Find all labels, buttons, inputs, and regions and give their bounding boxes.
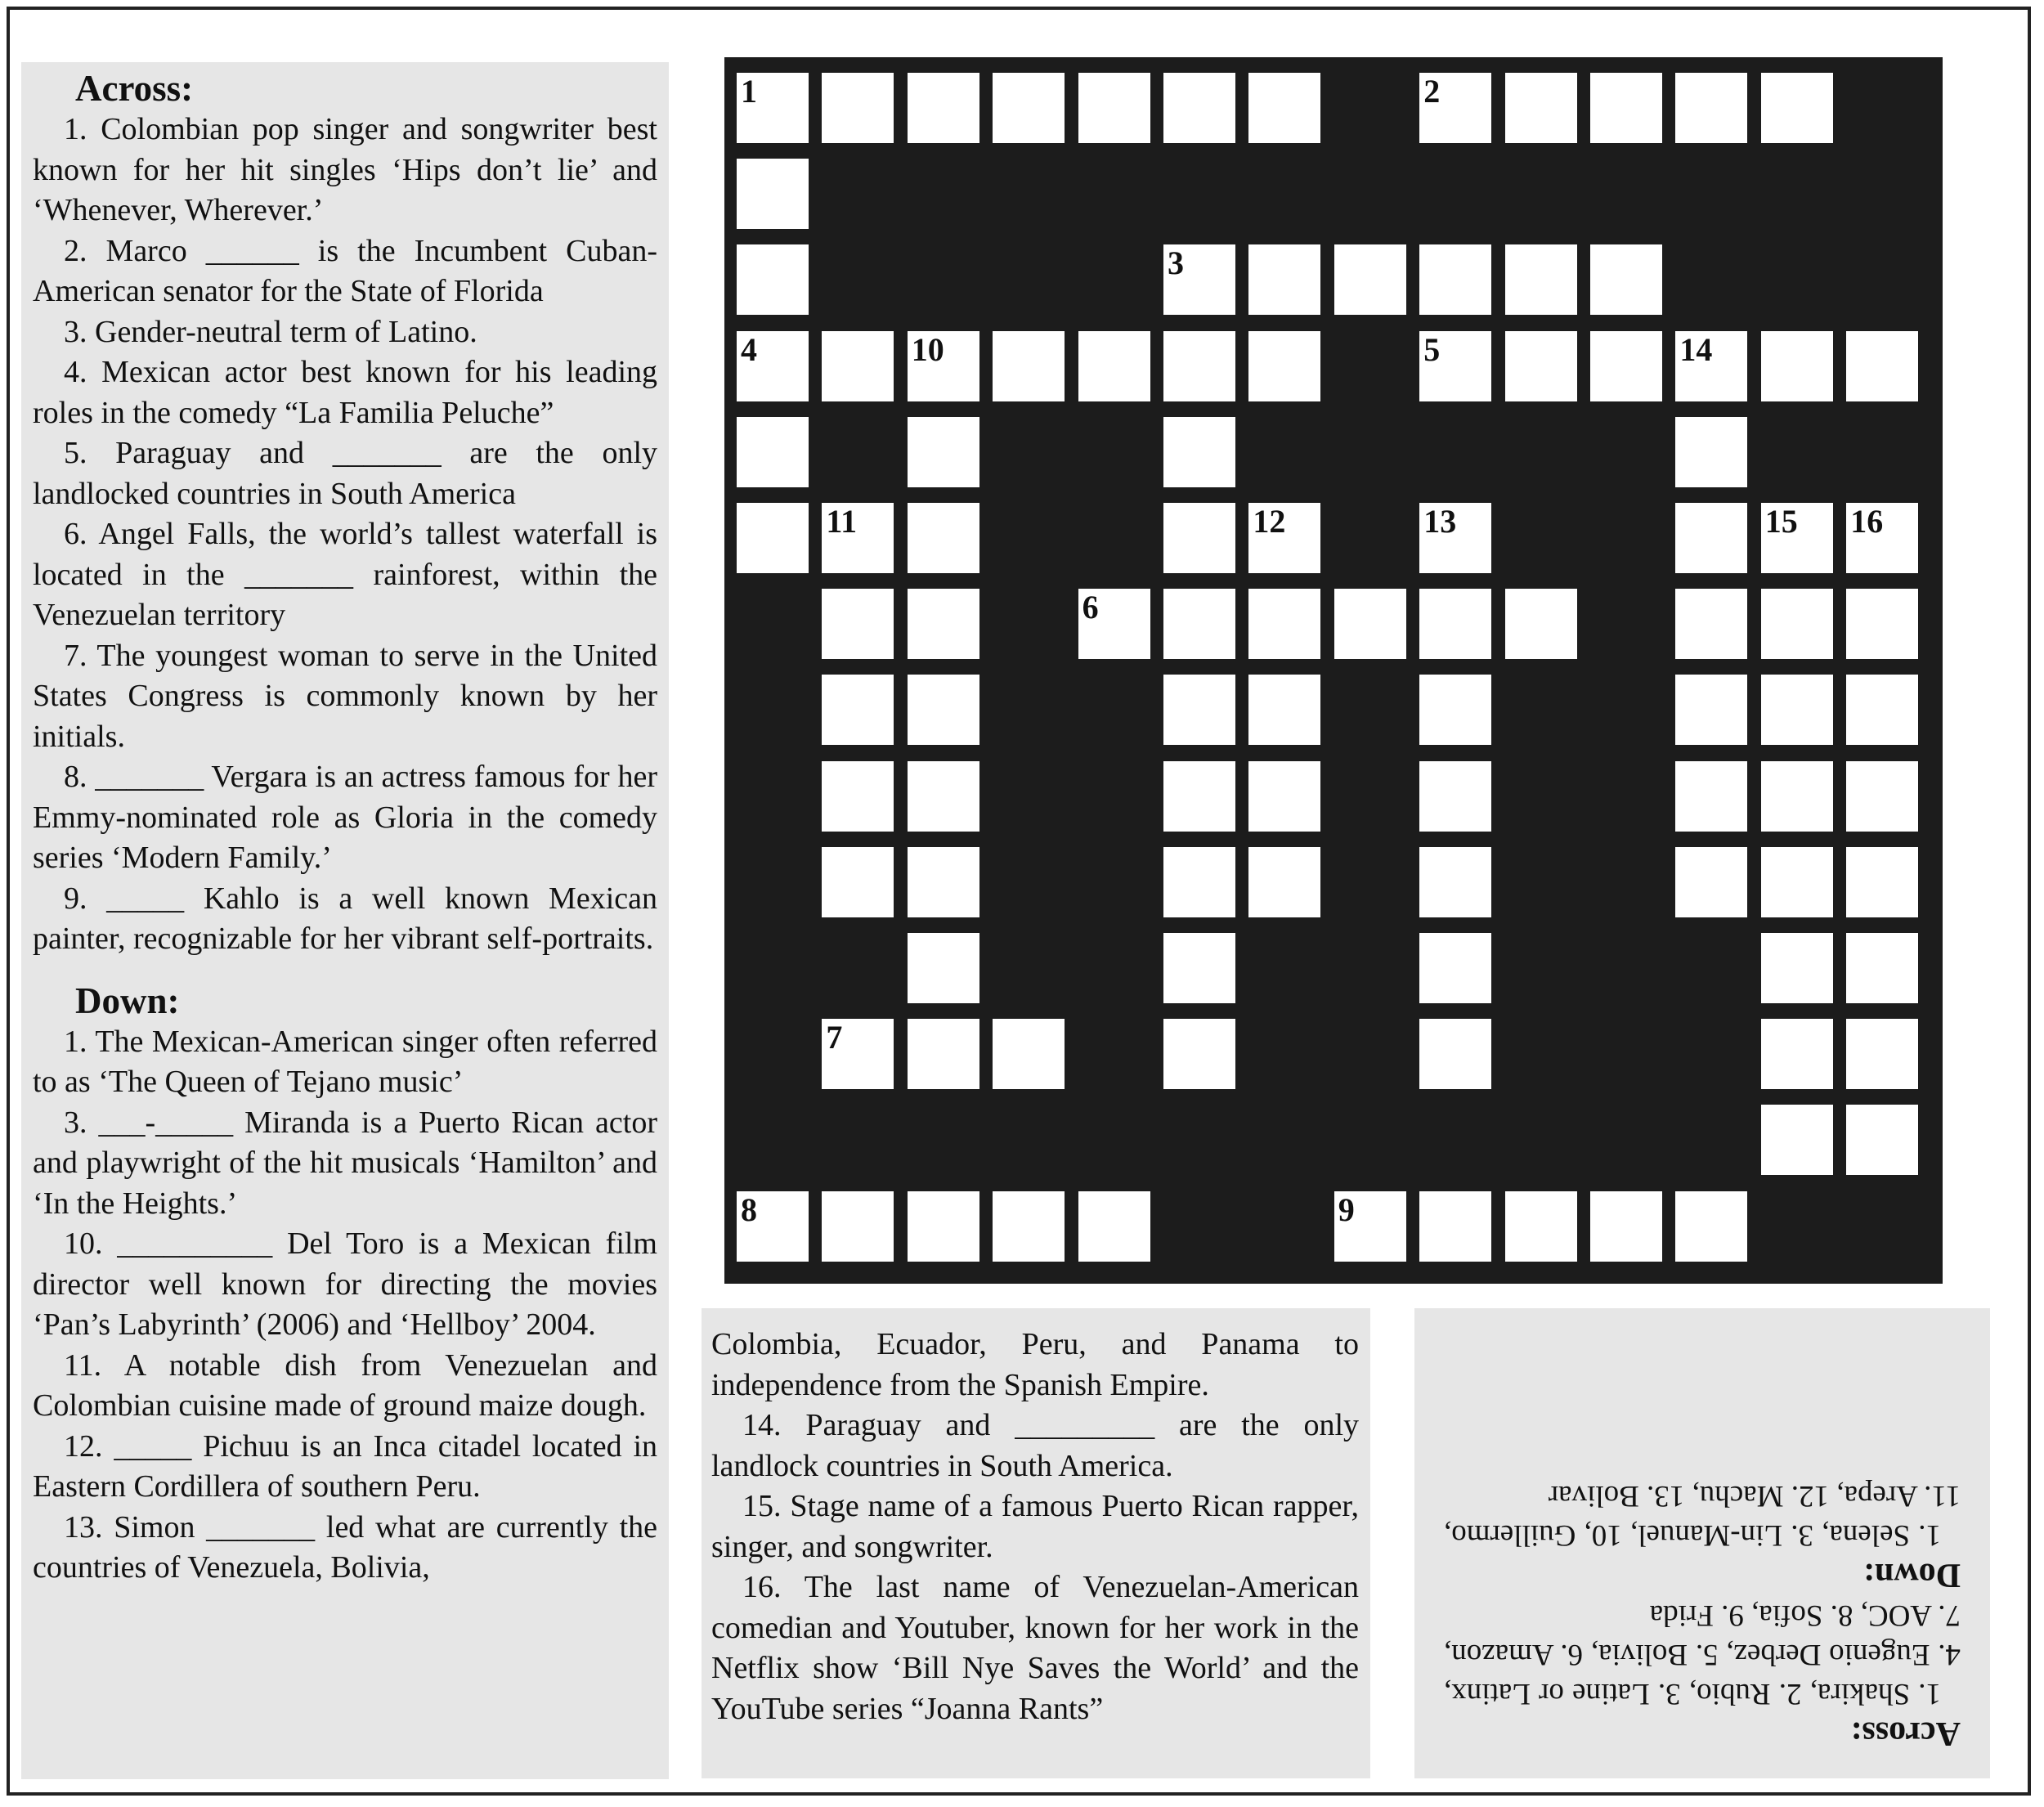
grid-cell[interactable] <box>734 500 811 576</box>
grid-cell[interactable] <box>1759 586 1836 661</box>
grid-cell[interactable] <box>1246 329 1323 404</box>
grid-cell[interactable] <box>1503 242 1580 317</box>
grid-cell[interactable] <box>819 759 896 834</box>
grid-cell[interactable] <box>1759 845 1836 920</box>
grid-cell[interactable] <box>1076 329 1153 404</box>
cell-number: 12 <box>1253 503 1286 540</box>
grid-cell[interactable] <box>905 70 982 146</box>
grid-cell[interactable] <box>1503 329 1580 404</box>
grid-cell[interactable] <box>1161 845 1238 920</box>
grid-cell[interactable] <box>1759 672 1836 747</box>
grid-cell[interactable] <box>1759 759 1836 834</box>
grid-cell[interactable] <box>905 500 982 576</box>
grid-cell[interactable] <box>1588 242 1665 317</box>
down-clue: 10. __________ Del Toro is a Mexican film director well known for directing the movies ‘Pan’s Labyrinth’ (2006) and ‘Hellboy’ 2004. <box>33 1226 657 1342</box>
down-clue: 13. Simon _______ led what are currently the countries of Venezuela, Bolivia, <box>33 1509 657 1585</box>
cell-number: 9 <box>1338 1190 1355 1228</box>
cell-number: 7 <box>826 1019 843 1056</box>
grid-cell[interactable] <box>1844 1102 1921 1177</box>
grid-cell[interactable] <box>905 415 982 490</box>
down-clue-list <box>33 1022 657 1589</box>
down-clue: 15. Stage name of a famous Puerto Rican rapper, singer, and songwriter. <box>711 1489 1359 1564</box>
grid-cell[interactable] <box>990 329 1067 404</box>
grid-cell[interactable] <box>990 1016 1067 1092</box>
cell-number: 10 <box>911 330 944 368</box>
grid-cell[interactable] <box>1417 329 1494 404</box>
grid-cell[interactable] <box>1332 242 1409 317</box>
cell-number: 13 <box>1423 503 1457 540</box>
down-heading: Down: <box>75 980 180 1021</box>
grid-cell[interactable] <box>1246 242 1323 317</box>
grid-cell[interactable] <box>1759 1016 1836 1092</box>
across-clue: 5. Paraguay and _______ are the only landlocked countries in South America <box>33 436 657 511</box>
down-clue-13-continued: Colombia, Ecuador, Peru, and Panama to independence from the Spanish Empire. <box>711 1327 1359 1402</box>
grid-cell[interactable] <box>905 1189 982 1264</box>
answer-key-upside-down <box>1414 1308 1990 1778</box>
grid-cell[interactable] <box>905 1016 982 1092</box>
grid-cell[interactable] <box>1246 759 1323 834</box>
grid-cell[interactable] <box>1844 500 1921 576</box>
grid-cell[interactable] <box>1417 70 1494 146</box>
across-heading: Across: <box>75 68 194 109</box>
grid-cell[interactable] <box>1161 586 1238 661</box>
grid-cell[interactable] <box>905 930 982 1006</box>
cell-number: 11 <box>826 503 858 540</box>
grid-cell[interactable] <box>1588 1189 1665 1264</box>
grid-cell[interactable] <box>1844 845 1921 920</box>
grid-cell[interactable] <box>1673 500 1750 576</box>
grid-cell[interactable] <box>1076 586 1153 661</box>
grid-cell[interactable] <box>734 1189 811 1264</box>
grid-cell[interactable] <box>1417 242 1494 317</box>
down-clue-list-continued <box>711 1406 1359 1729</box>
cell-number: 15 <box>1764 503 1798 540</box>
grid-cell[interactable] <box>1417 1016 1494 1092</box>
grid-cell[interactable] <box>1844 1016 1921 1092</box>
answers-across-heading: Across: <box>1850 1715 1961 1752</box>
down-clue: 14. Paraguay and _________ are the only landlock countries in South America. <box>711 1408 1359 1483</box>
across-clue: 6. Angel Falls, the world’s tallest waterfall is located in the _______ rainforest, within the Venezuelan territory <box>33 517 657 632</box>
grid-cell[interactable] <box>1759 500 1836 576</box>
grid-cell[interactable] <box>819 1189 896 1264</box>
cell-number: 14 <box>1679 330 1713 368</box>
cell-number: 16 <box>1850 503 1884 540</box>
cell-number: 8 <box>741 1190 757 1228</box>
across-clue-list <box>33 110 657 960</box>
cell-number: 2 <box>1423 73 1441 110</box>
grid-cell[interactable] <box>1246 586 1323 661</box>
answers-down-text: 1. Selena, 3. Lin-Manuel, 10, Guillermo, 11. Arepa, 12. Machu, 13. Bolivar <box>1444 1479 1961 1552</box>
grid-cell[interactable] <box>1417 759 1494 834</box>
grid-cell[interactable] <box>1161 70 1238 146</box>
grid-cell[interactable] <box>990 1189 1067 1264</box>
grid-cell[interactable] <box>1673 1189 1750 1264</box>
down-clue: 11. A notable dish from Venezuelan and Colombian cuisine made of ground maize dough. <box>33 1347 657 1423</box>
grid-cell[interactable] <box>1246 845 1323 920</box>
grid-cell[interactable] <box>1161 242 1238 317</box>
grid-cell[interactable] <box>1759 70 1836 146</box>
cell-number: 1 <box>741 73 757 110</box>
grid-cell[interactable] <box>1759 329 1836 404</box>
grid-cell[interactable] <box>734 70 811 146</box>
across-clue: 9. _____ Kahlo is a well known Mexican painter, recognizable for her vibrant self-portraits. <box>33 881 657 956</box>
grid-cell[interactable] <box>1332 1189 1409 1264</box>
grid-cell[interactable] <box>905 759 982 834</box>
grid-cell[interactable] <box>1076 70 1153 146</box>
grid-cell[interactable] <box>1417 930 1494 1006</box>
across-clue: 8. _______ Vergara is an actress famous for her Emmy-nominated role as Gloria in the comedy series ‘Modern Family.’ <box>33 760 657 875</box>
clues-panel-continued <box>702 1308 1370 1778</box>
down-clue: 12. _____ Pichuu is an Inca citadel located in Eastern Cordillera of southern Peru. <box>33 1428 657 1504</box>
grid-cell[interactable] <box>819 845 896 920</box>
grid-cell[interactable] <box>1844 672 1921 747</box>
grid-cell[interactable] <box>990 70 1067 146</box>
grid-cell[interactable] <box>905 672 982 747</box>
grid-cell[interactable] <box>1161 500 1238 576</box>
grid-cell[interactable] <box>1588 329 1665 404</box>
grid-cell[interactable] <box>1246 70 1323 146</box>
grid-cell[interactable] <box>1673 70 1750 146</box>
across-clue: 4. Mexican actor best known for his leading roles in the comedy “La Familia Peluche” <box>33 355 657 430</box>
grid-cell[interactable] <box>1673 586 1750 661</box>
down-clue: 1. The Mexican-American singer often referred to as ‘The Queen of Tejano music’ <box>33 1024 657 1099</box>
grid-cell[interactable] <box>1673 329 1750 404</box>
grid-cell[interactable] <box>1417 845 1494 920</box>
section-gap <box>33 960 657 980</box>
grid-cell[interactable] <box>1161 759 1238 834</box>
grid-cell[interactable] <box>1332 586 1409 661</box>
grid-cell[interactable] <box>1673 415 1750 490</box>
grid-cell[interactable] <box>1673 759 1750 834</box>
cell-number: 4 <box>741 330 757 368</box>
grid-cell[interactable] <box>1844 586 1921 661</box>
grid-cell[interactable] <box>905 845 982 920</box>
across-clue: 1. Colombian pop singer and songwriter best known for her hit singles ‘Hips don’t lie’ and ‘Whenever, Wherever.’ <box>33 112 657 227</box>
grid-cell[interactable] <box>734 156 811 231</box>
grid-cell[interactable] <box>1161 329 1238 404</box>
grid-cell[interactable] <box>1844 930 1921 1006</box>
across-clue: 7. The youngest woman to serve in the United States Congress is commonly known by her initials. <box>33 638 657 754</box>
cell-number: 5 <box>1423 330 1441 368</box>
grid-cell[interactable] <box>819 672 896 747</box>
grid-cell[interactable] <box>734 415 811 490</box>
grid-cell[interactable] <box>1161 1016 1238 1092</box>
grid-cell[interactable] <box>1161 415 1238 490</box>
cell-number: 6 <box>1082 589 1099 626</box>
grid-cell[interactable] <box>1503 1189 1580 1264</box>
grid-cell[interactable] <box>819 1016 896 1092</box>
grid-cell[interactable] <box>905 329 982 404</box>
grid-cell[interactable] <box>1503 70 1580 146</box>
grid-cell[interactable] <box>1673 845 1750 920</box>
cell-number: 3 <box>1168 244 1184 282</box>
grid-cell[interactable] <box>1417 586 1494 661</box>
grid-cell[interactable] <box>1759 930 1836 1006</box>
grid-cell[interactable] <box>734 242 811 317</box>
across-clue: 2. Marco ______ is the Incumbent Cuban-American senator for the State of Florida <box>33 233 657 308</box>
grid-cell[interactable] <box>1844 759 1921 834</box>
crossword-grid <box>724 57 1943 1284</box>
answers-down-heading: Down: <box>1862 1556 1961 1594</box>
across-clue: 3. Gender-neutral term of Latino. <box>64 314 477 349</box>
grid-cell[interactable] <box>1759 1102 1836 1177</box>
grid-cell[interactable] <box>1844 329 1921 404</box>
grid-cell[interactable] <box>1673 672 1750 747</box>
grid-cell[interactable] <box>819 329 896 404</box>
grid-cell[interactable] <box>1246 672 1323 747</box>
grid-cell[interactable] <box>734 329 811 404</box>
grid-cell[interactable] <box>1161 672 1238 747</box>
grid-cell[interactable] <box>1076 1189 1153 1264</box>
answers-across-text: 1. Shakira, 2. Rubio, 3. Latine or Latinx, 4. Eugenio Derbez, 5. Bolivia, 6. Amazon, 7. AOC, 8. Sofia, 9. Frida <box>1444 1598 1961 1711</box>
answer-key-panel <box>1414 1308 1990 1778</box>
grid-cell[interactable] <box>905 586 982 661</box>
down-clue: 16. The last name of Venezuelan-American comedian and Youtuber, known for her work in the Netflix show ‘Bill Nye Saves the World’ and the YouTube series “Joanna Rants” <box>711 1570 1359 1726</box>
grid-cell[interactable] <box>1246 500 1323 576</box>
grid-cell[interactable] <box>819 70 896 146</box>
grid-cell[interactable] <box>1417 672 1494 747</box>
grid-cell[interactable] <box>819 500 896 576</box>
grid-cell[interactable] <box>1417 500 1494 576</box>
grid-cell[interactable] <box>1588 70 1665 146</box>
grid-cell[interactable] <box>1417 1189 1494 1264</box>
grid-cell[interactable] <box>1503 586 1580 661</box>
grid-cell[interactable] <box>819 586 896 661</box>
clues-panel-left <box>21 62 669 1779</box>
grid-cell[interactable] <box>1161 930 1238 1006</box>
down-clue: 3. ___-_____ Miranda is a Puerto Rican actor and playwright of the hit musicals ‘Hamilton’ and ‘In the Heights.’ <box>33 1105 657 1221</box>
